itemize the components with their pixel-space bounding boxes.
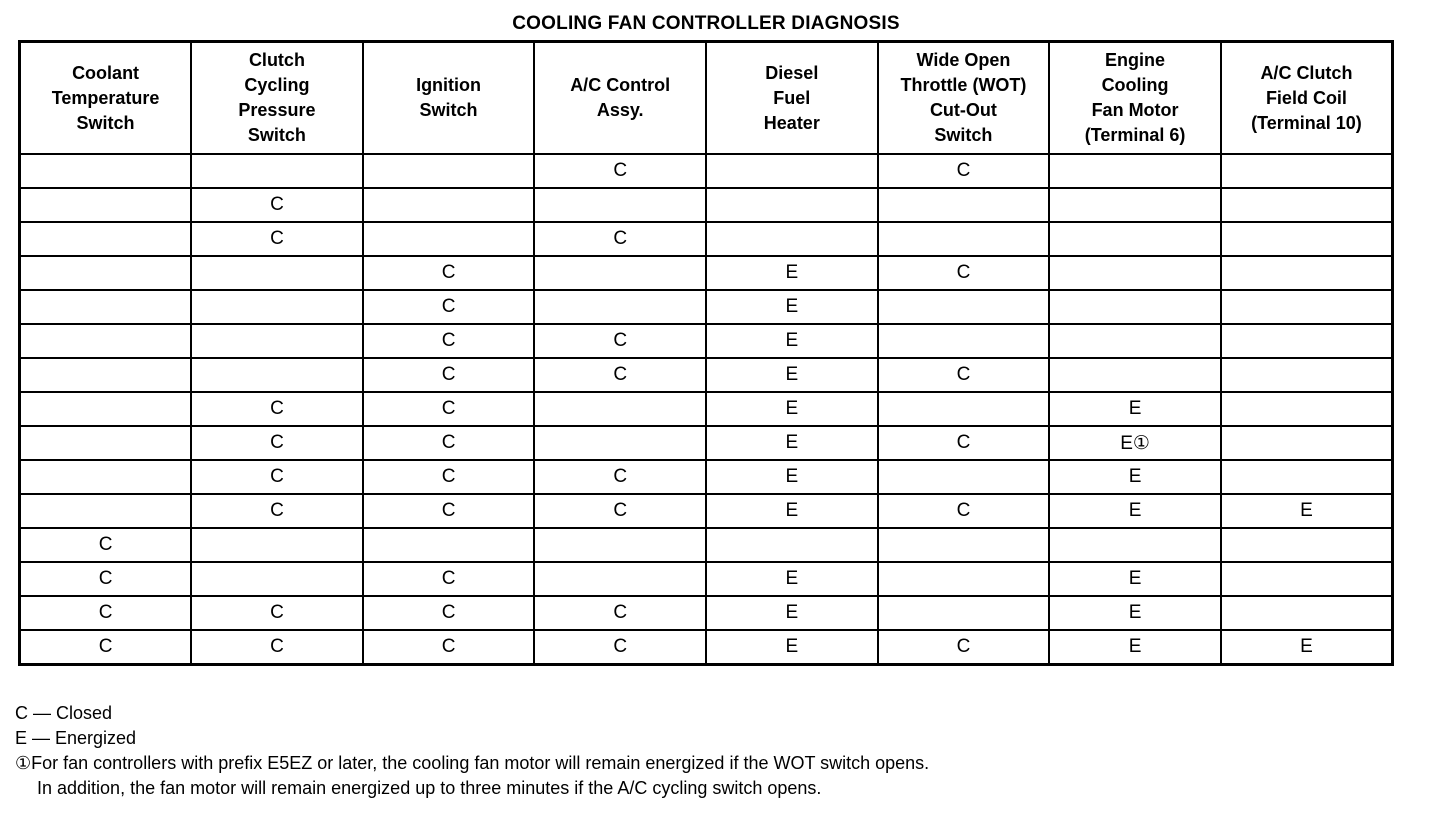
column-header (1221, 42, 1393, 155)
table-cell (191, 324, 363, 358)
table-cell (1221, 256, 1393, 290)
table-cell: E (706, 596, 878, 630)
table-cell (1221, 596, 1393, 630)
table-cell (20, 290, 192, 324)
header-line: Clutch (248, 50, 305, 70)
table-row (20, 222, 1393, 256)
table-cell (878, 392, 1050, 426)
header-line: Cooling (1101, 75, 1169, 95)
header-line: Switch (934, 125, 993, 145)
table-cell: C (878, 426, 1050, 460)
table-cell: E (1049, 562, 1221, 596)
table-cell: E (1049, 494, 1221, 528)
table-cell: C (191, 494, 363, 528)
table-cell: C (191, 426, 363, 460)
table-cell: E (706, 426, 878, 460)
table-cell (1049, 188, 1221, 222)
table-cell (20, 188, 192, 222)
header-line: Pressure (238, 100, 316, 120)
legend (15, 701, 929, 801)
table-row (20, 358, 1393, 392)
table-cell: E (706, 630, 878, 665)
table-cell (1221, 528, 1393, 562)
table-cell (1049, 324, 1221, 358)
table-cell: C (534, 460, 706, 494)
table-cell (363, 222, 535, 256)
table-cell (20, 426, 192, 460)
table-cell: C (363, 596, 535, 630)
table-cell: C (191, 596, 363, 630)
table-cell: C (20, 562, 192, 596)
table-cell (878, 596, 1050, 630)
table-cell (534, 562, 706, 596)
table-row (20, 324, 1393, 358)
header-line: Temperature (51, 87, 160, 108)
header-line: A/C Clutch (1260, 62, 1353, 83)
table-cell (878, 290, 1050, 324)
header-line: Field Coil (1265, 87, 1347, 108)
table-cell (1049, 154, 1221, 188)
table-cell (191, 256, 363, 290)
table-row (20, 154, 1393, 188)
table-cell: C (191, 460, 363, 494)
table-cell (363, 188, 535, 222)
table-cell (363, 528, 535, 562)
table-cell: C (191, 392, 363, 426)
table-cell (20, 358, 192, 392)
table-cell: C (363, 494, 535, 528)
table-cell: C (363, 426, 535, 460)
table-cell: E (706, 324, 878, 358)
table-cell: C (363, 392, 535, 426)
table-row (20, 562, 1393, 596)
table-row (20, 494, 1393, 528)
table-cell (534, 426, 706, 460)
table-cell: C (878, 630, 1050, 665)
table-cell: C (534, 494, 706, 528)
header-line: Coolant (72, 62, 140, 83)
table-cell: E (706, 256, 878, 290)
table-cell (20, 154, 192, 188)
header-line: Switch (76, 112, 135, 133)
header-line: A/C Control (570, 75, 671, 95)
table-cell: C (878, 256, 1050, 290)
column-header (534, 42, 706, 155)
table-cell: E (1049, 392, 1221, 426)
table-cell (706, 528, 878, 562)
table-cell (1221, 188, 1393, 222)
table-cell: C (534, 154, 706, 188)
table-cell: C (363, 630, 535, 665)
table-cell (20, 392, 192, 426)
table-cell: C (20, 528, 192, 562)
table-cell: E (706, 460, 878, 494)
legend-closed: C — Closed (15, 703, 113, 723)
table-cell: C (534, 222, 706, 256)
header-line: Switch (419, 100, 478, 120)
table-cell: C (20, 630, 192, 665)
table-cell: C (363, 256, 535, 290)
table-row (20, 426, 1393, 460)
table-cell: C (363, 460, 535, 494)
table-cell (1049, 528, 1221, 562)
table-cell: C (363, 324, 535, 358)
table-cell: E (706, 392, 878, 426)
table-cell (20, 494, 192, 528)
table-cell: C (878, 494, 1050, 528)
table-cell: E (1049, 596, 1221, 630)
table-cell (1221, 426, 1393, 460)
column-header (20, 42, 192, 155)
table-cell (1221, 460, 1393, 494)
diagnosis-table (18, 40, 1394, 666)
column-header (878, 42, 1050, 155)
table-cell (534, 528, 706, 562)
table-cell (878, 188, 1050, 222)
table-cell (534, 188, 706, 222)
header-line: Fan Motor (1091, 100, 1179, 120)
table-row (20, 188, 1393, 222)
table-cell (534, 392, 706, 426)
table-cell: E (706, 562, 878, 596)
header-row (20, 42, 1393, 155)
table-cell: C (534, 630, 706, 665)
column-header (191, 42, 363, 155)
table-cell: C (534, 324, 706, 358)
table-cell (878, 528, 1050, 562)
table-cell: C (878, 358, 1050, 392)
table-cell (20, 222, 192, 256)
header-line: Ignition (416, 75, 482, 95)
table-cell (1221, 290, 1393, 324)
column-header (363, 42, 535, 155)
table-cell: C (878, 154, 1050, 188)
table-cell: C (191, 188, 363, 222)
table-cell (20, 256, 192, 290)
table-row (20, 460, 1393, 494)
table-cell: E (706, 494, 878, 528)
table-cell (878, 222, 1050, 256)
table-cell: C (363, 290, 535, 324)
table-row (20, 596, 1393, 630)
header-line: (Terminal 10) (1251, 112, 1362, 133)
table-cell: C (191, 222, 363, 256)
header-line: Wide Open (916, 50, 1011, 70)
table-cell (1049, 256, 1221, 290)
table-cell (534, 290, 706, 324)
header-line: Switch (247, 125, 306, 145)
table-row (20, 392, 1393, 426)
table-cell: E (706, 358, 878, 392)
table-cell (1221, 222, 1393, 256)
table-cell (706, 222, 878, 256)
table-cell (363, 154, 535, 188)
table-cell: E (1221, 630, 1393, 665)
table-cell (878, 324, 1050, 358)
table-row (20, 630, 1393, 665)
legend-energized: E — Energized (15, 728, 137, 748)
column-header (1049, 42, 1221, 155)
table-body (20, 154, 1393, 665)
table-cell (1049, 290, 1221, 324)
table-cell: C (534, 596, 706, 630)
table-cell (191, 528, 363, 562)
header-line: Cycling (244, 75, 310, 95)
table-cell (20, 324, 192, 358)
table-row (20, 290, 1393, 324)
table-cell (191, 562, 363, 596)
table-cell: E (1049, 460, 1221, 494)
table-cell (1221, 154, 1393, 188)
table-cell (191, 154, 363, 188)
table-cell (1049, 358, 1221, 392)
table-cell (191, 358, 363, 392)
table-cell: C (191, 630, 363, 665)
table-cell (1221, 562, 1393, 596)
table-row (20, 528, 1393, 562)
table-cell: C (534, 358, 706, 392)
table-cell (1049, 222, 1221, 256)
header-line: Assy. (596, 100, 644, 120)
table-cell: E① (1049, 426, 1221, 460)
table-cell: E (1221, 494, 1393, 528)
header-line: Engine (1105, 50, 1166, 70)
footnote-line-2: In addition, the fan motor will remain energized up to three minutes if the A/C cycling switch opens. (37, 778, 822, 798)
table-cell (1221, 358, 1393, 392)
table-cell (534, 256, 706, 290)
table-cell: C (20, 596, 192, 630)
table-cell (878, 562, 1050, 596)
header-line: (Terminal 6) (1084, 125, 1186, 145)
table-cell (878, 460, 1050, 494)
header-line: Heater (763, 112, 820, 133)
table-cell: C (363, 562, 535, 596)
table-cell (706, 188, 878, 222)
table-cell: E (1049, 630, 1221, 665)
table-cell (1221, 324, 1393, 358)
header-line: Cut-Out (929, 100, 997, 120)
header-line: Throttle (WOT) (900, 75, 1027, 95)
table-cell: C (363, 358, 535, 392)
header-line: Fuel (773, 87, 811, 108)
header-line: Diesel (765, 62, 819, 83)
table-row (20, 256, 1393, 290)
table-cell (1221, 392, 1393, 426)
table-cell (706, 154, 878, 188)
document-title: COOLING FAN CONTROLLER DIAGNOSIS (512, 13, 900, 34)
table-cell (191, 290, 363, 324)
footnote-line-1: ①For fan controllers with prefix E5EZ or later, the cooling fan motor will remain energized if the WOT switch opens. (15, 753, 930, 773)
column-header (706, 42, 878, 155)
table-cell (20, 460, 192, 494)
table-cell: E (706, 290, 878, 324)
